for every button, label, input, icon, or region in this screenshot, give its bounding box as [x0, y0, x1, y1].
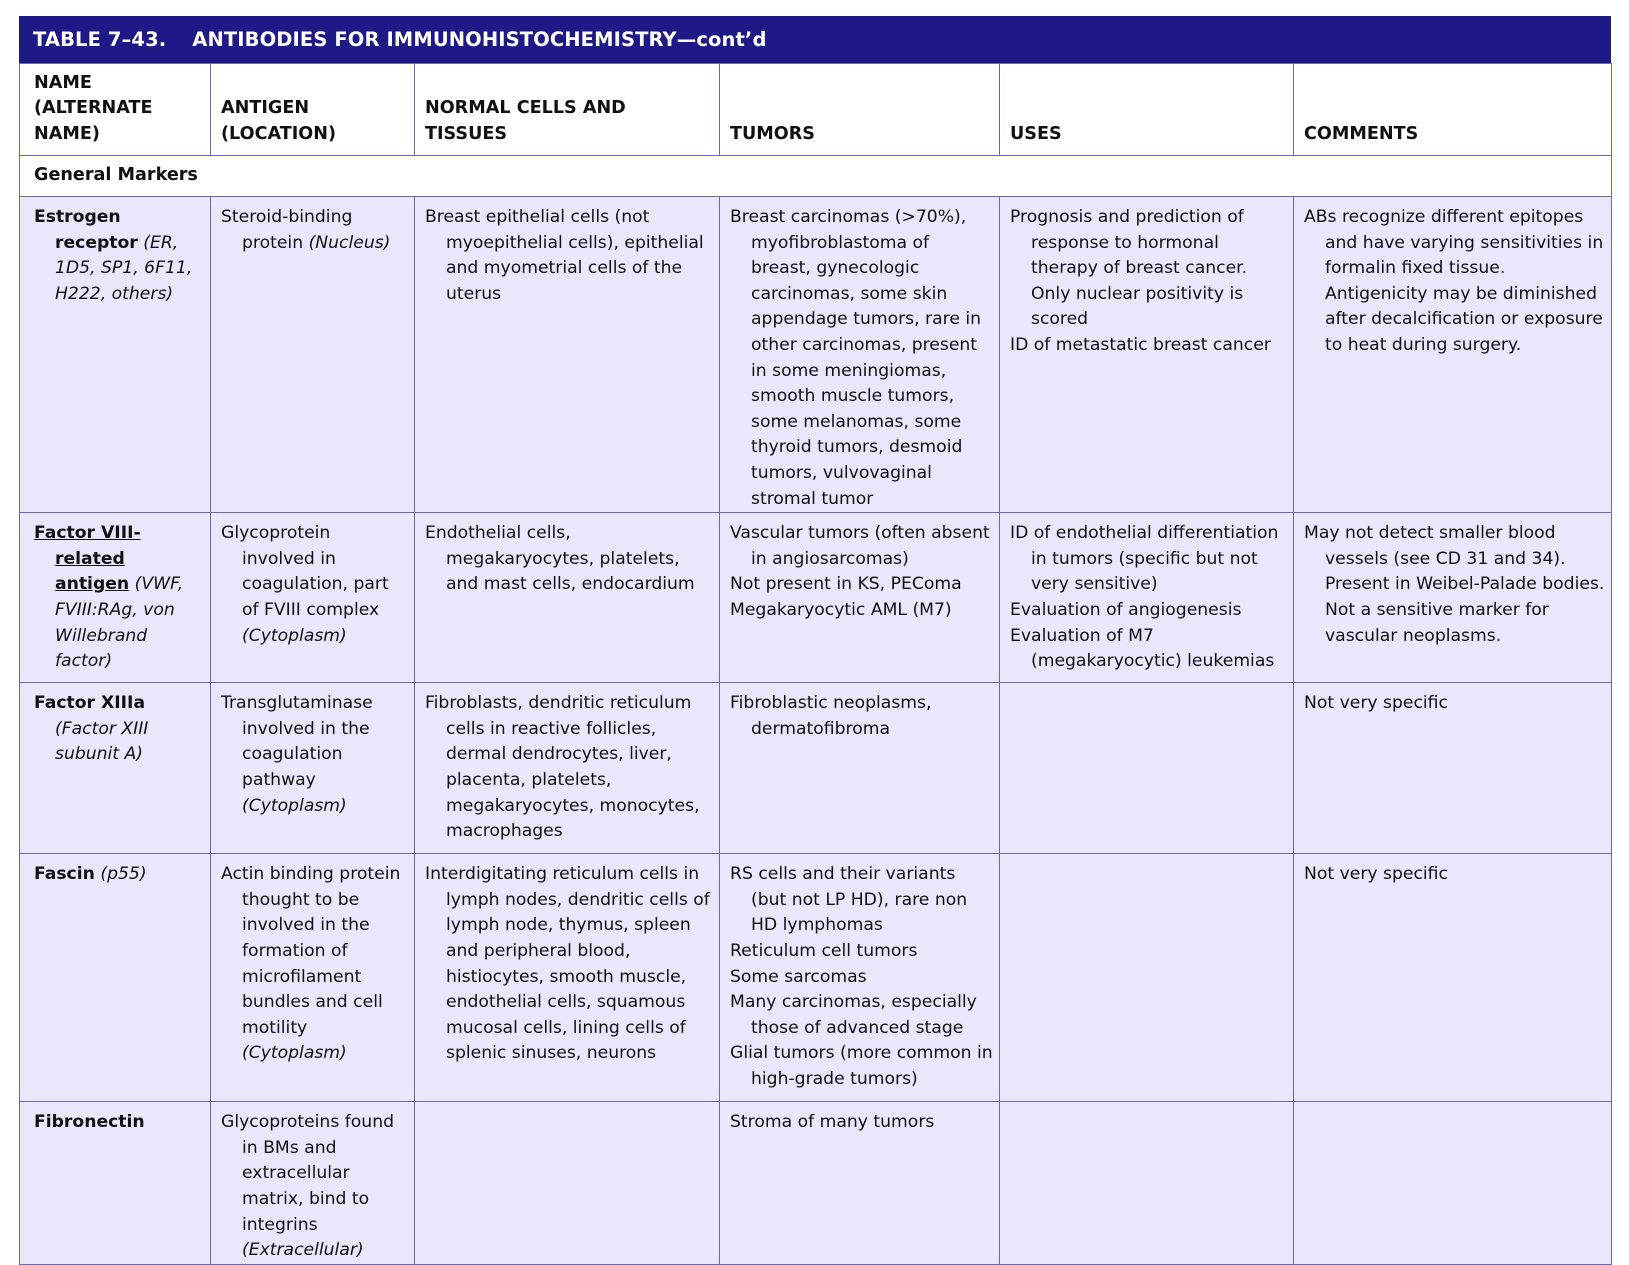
cell-name: Factor VIII-related antigen (VWF, FVIII:RAg, von Willebrand factor) [20, 513, 211, 683]
table-row [20, 854, 1612, 1102]
table-number: TABLE 7–43. [33, 28, 167, 51]
cell-uses [1000, 683, 1294, 854]
cell-tumors: RS cells and their variants (but not LP HD), rare non HD lymphomas Reticulum cell tumors Some sarcomas Many carcinomas, especially those of advanced stage Glial tumors (more common in high-grade tumors) [720, 854, 1000, 1102]
cell-uses: ID of endothelial differentiation in tumors (specific but not very sensitive) Evaluation of angiogenesis Evaluation of M7 (megakaryocytic) leukemias [1000, 513, 1294, 683]
table-row [20, 513, 1612, 683]
cell-antigen: Steroid-binding protein (Nucleus) [211, 197, 415, 513]
header-row [20, 64, 1612, 156]
cell-name: Estrogen receptor (ER, 1D5, SP1, 6F11, H222, others) [20, 197, 211, 513]
cell-normal: Breast epithelial cells (not myoepithelial cells), epithelial and myometrial cells of the uterus [415, 197, 720, 513]
cell-name: Fibronectin [20, 1102, 211, 1265]
header-uses: USES [1000, 64, 1294, 156]
header-comments: COMMENTS [1294, 64, 1612, 156]
header-normal: NORMAL CELLS AND TISSUES [415, 64, 720, 156]
table-row [20, 1102, 1612, 1265]
cell-comments: Not very specific [1294, 683, 1612, 854]
section-title: General Markers [20, 156, 1612, 197]
section-row [20, 156, 1612, 197]
cell-antigen: Glycoprotein involved in coagulation, part of FVIII complex (Cytoplasm) [211, 513, 415, 683]
cell-name: Factor XIIIa (Factor XIII subunit A) [20, 683, 211, 854]
cell-name: Fascin (p55) [20, 854, 211, 1102]
cell-comments [1294, 1102, 1612, 1265]
cell-comments: May not detect smaller blood vessels (see CD 31 and 34). Present in Weibel-Palade bodies. Not a sensitive marker for vascular neoplasms. [1294, 513, 1612, 683]
table-row [20, 197, 1612, 513]
cell-tumors: Fibroblastic neoplasms, dermatofibroma [720, 683, 1000, 854]
cell-uses [1000, 1102, 1294, 1265]
table-title: ANTIBODIES FOR IMMUNOHISTOCHEMISTRY—cont’d [192, 28, 767, 51]
table-title-bar [19, 16, 1611, 63]
cell-antigen: Transglutaminase involved in the coagulation pathway (Cytoplasm) [211, 683, 415, 854]
table-container [19, 16, 1611, 1265]
cell-normal [415, 1102, 720, 1265]
cell-comments: Not very specific [1294, 854, 1612, 1102]
header-name: NAME (ALTERNATE NAME) [20, 64, 211, 156]
cell-normal: Fibroblasts, dendritic reticulum cells in reactive follicles, dermal dendrocytes, liver, placenta, platelets, megakaryocytes, monocytes, macrophages [415, 683, 720, 854]
cell-uses: Prognosis and prediction of response to hormonal therapy of breast cancer. Only nuclear positivity is scored ID of metastatic breast cancer [1000, 197, 1294, 513]
cell-tumors: Vascular tumors (often absent in angiosarcomas) Not present in KS, PEComa Megakaryocytic AML (M7) [720, 513, 1000, 683]
cell-antigen: Glycoproteins found in BMs and extracellular matrix, bind to integrins (Extracellular) [211, 1102, 415, 1265]
cell-comments: ABs recognize different epitopes and have varying sensitivities in formalin fixed tissue. Antigenicity may be diminished after decalcification or exposure to heat during surgery. [1294, 197, 1612, 513]
cell-normal: Interdigitating reticulum cells in lymph nodes, dendritic cells of lymph node, thymus, spleen and peripheral blood, histiocytes, smooth muscle, endothelial cells, squamous mucosal cells, lining cells of splenic sinuses, neurons [415, 854, 720, 1102]
header-tumors: TUMORS [720, 64, 1000, 156]
cell-tumors: Breast carcinomas (>70%), myofibroblastoma of breast, gynecologic carcinomas, some skin appendage tumors, rare in other carcinomas, present in some meningiomas, smooth muscle tumors, some melanomas, some thyroid tumors, desmoid tumors, vulvovaginal stromal tumor [720, 197, 1000, 513]
cell-uses [1000, 854, 1294, 1102]
table-row [20, 683, 1612, 854]
cell-antigen: Actin binding protein thought to be involved in the formation of microfilament bundles and cell motility (Cytoplasm) [211, 854, 415, 1102]
header-antigen: ANTIGEN (LOCATION) [211, 64, 415, 156]
cell-tumors: Stroma of many tumors [720, 1102, 1000, 1265]
antibody-table [19, 63, 1612, 1265]
cell-normal: Endothelial cells, megakaryocytes, platelets, and mast cells, endocardium [415, 513, 720, 683]
